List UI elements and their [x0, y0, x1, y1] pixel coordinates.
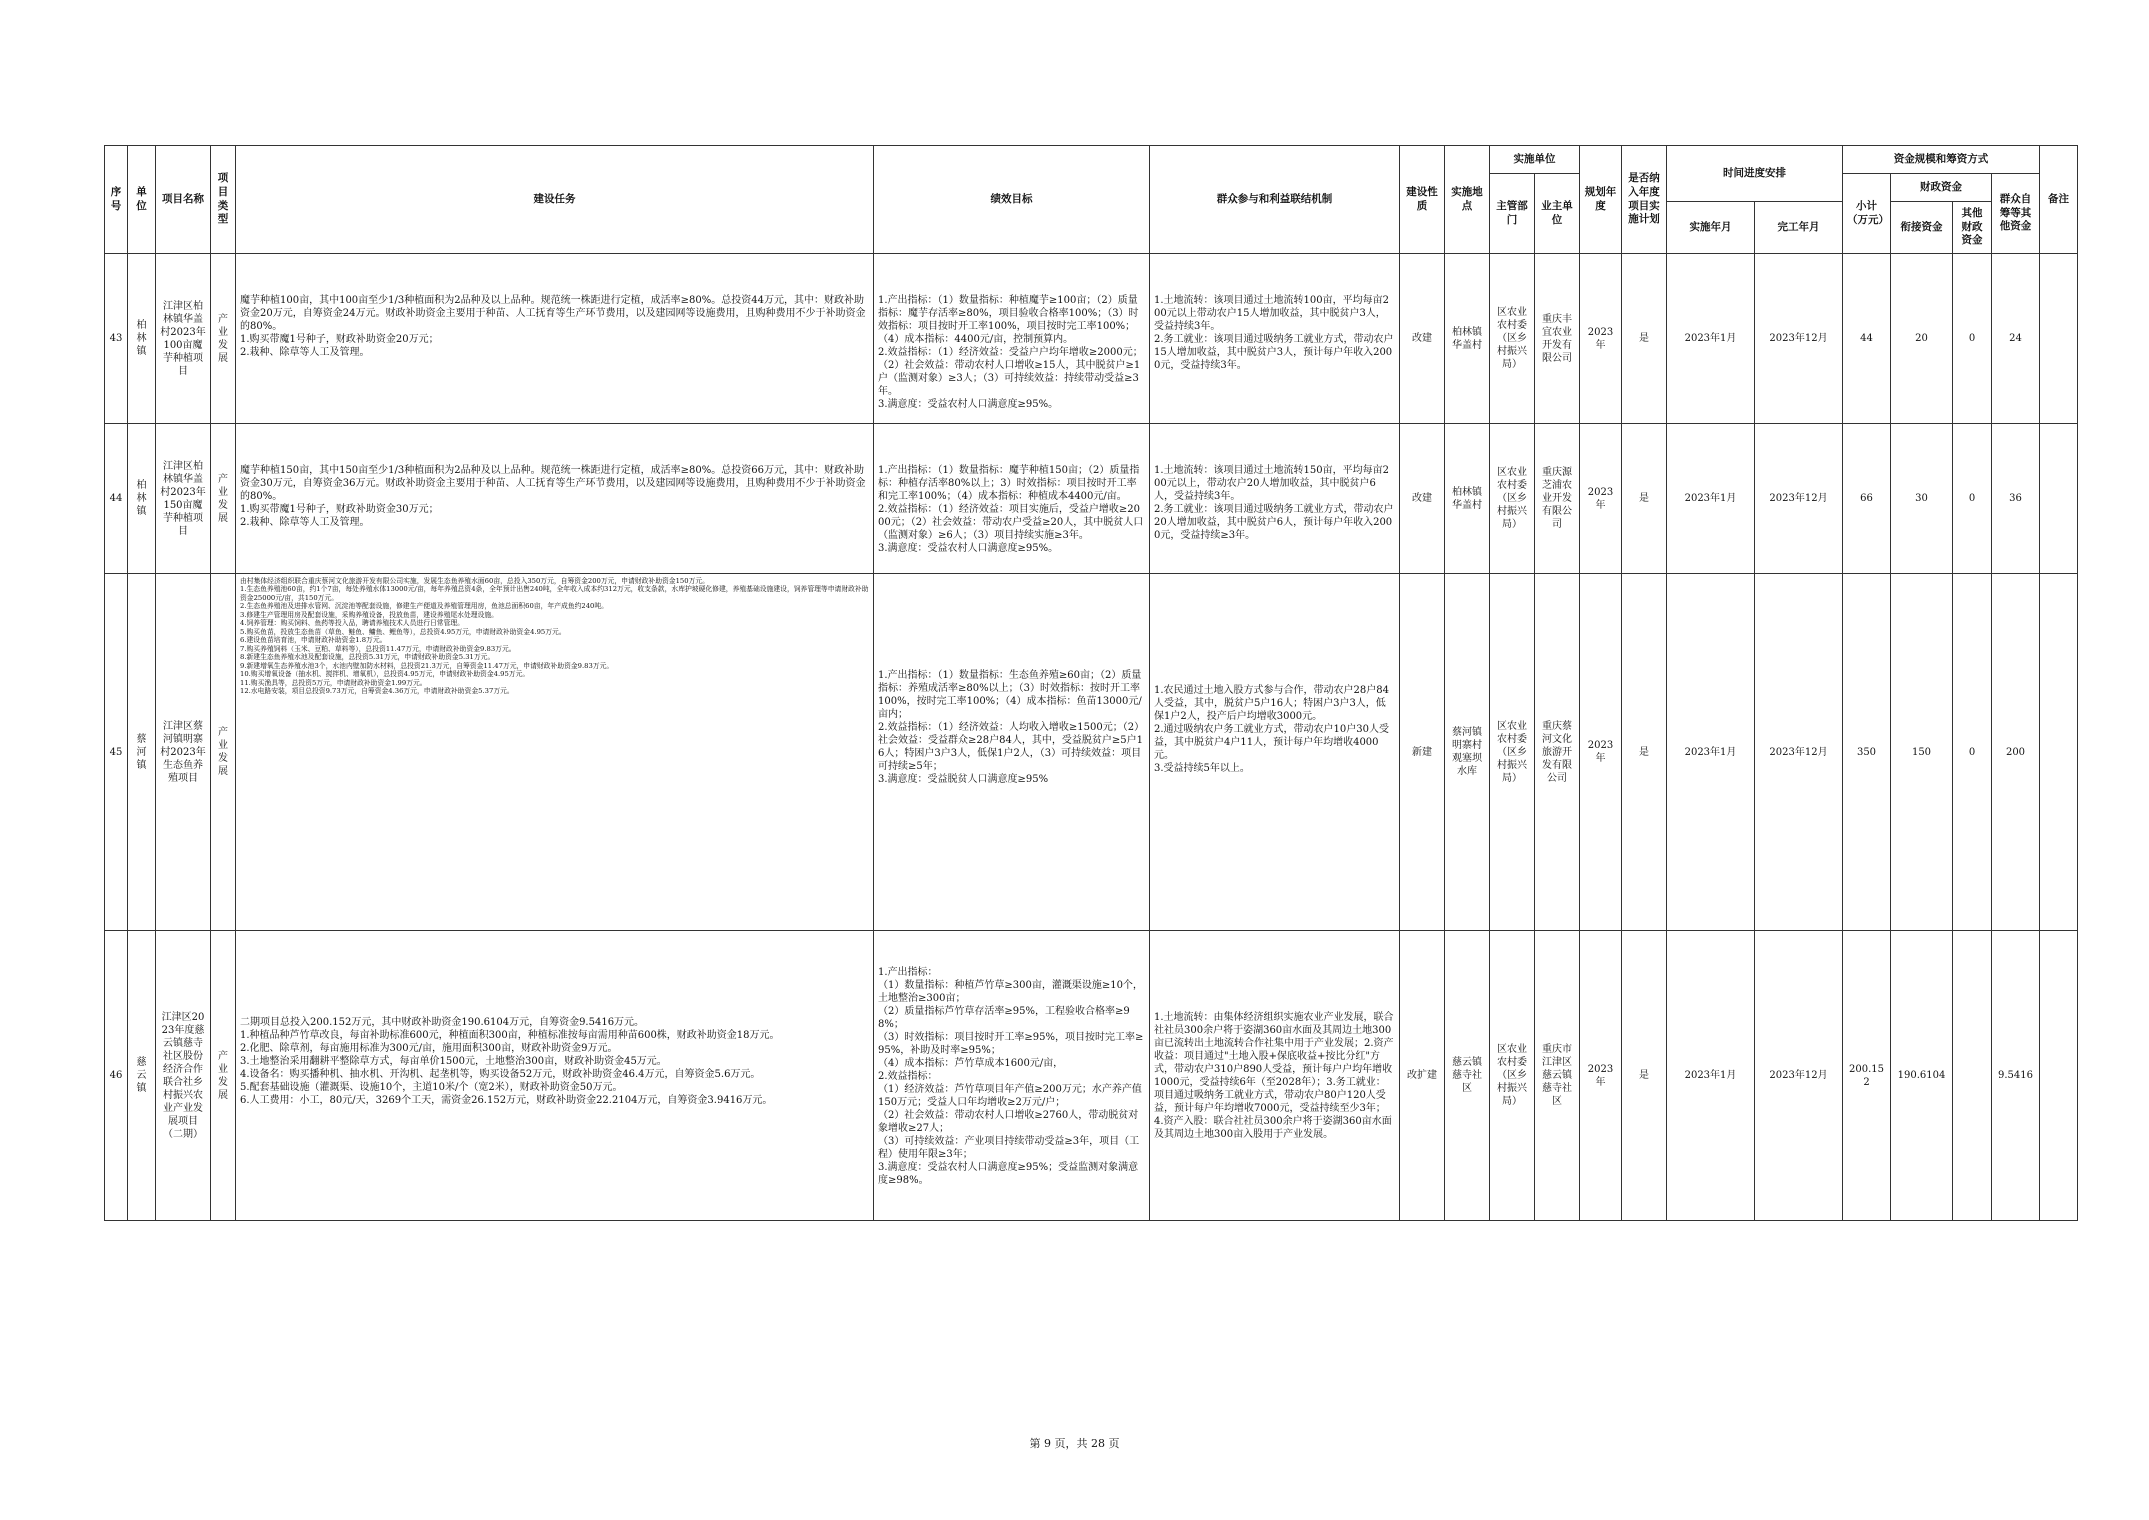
cell-location: 蔡河镇明寨村观塞坝水库 [1445, 574, 1490, 931]
cell-owner: 重庆蔡河文化旅游开发有限公司 [1535, 574, 1580, 931]
cell-linked: 20 [1891, 254, 1953, 424]
cell-included: 是 [1622, 931, 1667, 1221]
header-subtotal: 小计（万元） [1843, 174, 1891, 254]
cell-included: 是 [1622, 254, 1667, 424]
cell-unit: 柏林镇 [128, 254, 156, 424]
cell-owner: 重庆市江津区慈云镇慈寺社区 [1535, 931, 1580, 1221]
header-location: 实施地点 [1445, 146, 1490, 254]
header-task: 建设任务 [236, 146, 874, 254]
cell-self: 36 [1992, 424, 2040, 574]
cell-self: 200 [1992, 574, 2040, 931]
cell-start: 2023年1月 [1667, 254, 1755, 424]
header-end: 完工年月 [1755, 202, 1843, 254]
cell-other-fiscal: 0 [1953, 574, 1992, 931]
cell-type: 产业发展 [211, 931, 236, 1221]
cell-nature: 改扩建 [1400, 931, 1445, 1221]
cell-goal: 1.产出指标：（1）数量指标：魔芋种植150亩；（2）质量指标：种植存活率80%以上；3）时效指标：项目按时开工率和完工率100%；（4）成本指标：种植成本4400元/亩。 2.效益指标：（1）经济效益：项目实施后，受益户增收≥2000元；（2）社会效益：带动农户受益≥20人，其中脱贫人口（监测对象）≥6人；（3）项目持续实施≥3年。 3.满意度：受益农村人口满意度≥95%。 [874, 424, 1150, 574]
cell-subtotal: 200.152 [1843, 931, 1891, 1221]
header-schedule: 时间进度安排 [1667, 146, 1843, 202]
header-self: 群众自筹等其他资金 [1992, 174, 2040, 254]
header-other-fiscal: 其他财政资金 [1953, 202, 1992, 254]
cell-seq: 46 [105, 931, 128, 1221]
header-nature: 建设性质 [1400, 146, 1445, 254]
cell-location: 柏林镇华盖村 [1445, 254, 1490, 424]
cell-self: 24 [1992, 254, 2040, 424]
header-funds: 资金规模和筹资方式 [1843, 146, 2040, 174]
cell-type: 产业发展 [211, 254, 236, 424]
cell-end: 2023年12月 [1755, 254, 1843, 424]
cell-dept: 区农业农村委（区乡村振兴局） [1490, 931, 1535, 1221]
cell-owner: 重庆源芝浦农业开发有限公司 [1535, 424, 1580, 574]
cell-linked: 190.6104 [1891, 931, 1953, 1221]
cell-year: 2023年 [1580, 931, 1622, 1221]
cell-goal: 1.产出指标：（1）数量指标：生态鱼养殖≥60亩；（2）质量指标：养殖成活率≥80%以上；（3）时效指标：按时开工率100%，按时完工率100%；（4）成本指标：鱼苗13000元/亩内； 2.效益指标：（1）经济效益：人均收入增收≥1500元；（2）社会效益：受益群众≥28户84人，其中，受益脱贫户≥5户16人；特困户3户3人，低保1户2人，（3）可持续效益：项目可持续≥5年； 3.满意度：受益脱贫人口满意度≥95% [874, 574, 1150, 931]
cell-linked: 30 [1891, 424, 1953, 574]
cell-year: 2023年 [1580, 574, 1622, 931]
cell-mechanism: 1.土地流转：由集体经济组织实施农业产业发展，联合社社员300余户将于姿湖360亩水面及其周边土地300亩已流转出土地流转合作社集中用于产业发展；2.资产收益：项目通过"土地入股+保底收益+按比分红"方式，带动农户310户890人受益，预计每户户均年增收1000元，受益持续6年（至2028年）；3.务工就业：项目通过吸纳务工就业方式，带动农户80户120人受益，预计每户年均增收7000元，受益持续至少3年；4.资产入股：联合社社员300余户将于姿湖360亩水面及其周边土地300亩入股用于产业发展。 [1150, 931, 1400, 1221]
cell-seq: 43 [105, 254, 128, 424]
cell-task: 魔芋种植100亩，其中100亩至少1/3种植面积为2品种及以上品种。规范统一株距进行定植，成活率≥80%。总投资44万元，其中：财政补助资金20万元，自筹资金24万元。财政补助资金主要用于种苗、人工抚育等生产环节费用，以及建园网等设施费用，且购种费用不少于补助资金的80%。 1.购买带魔1号种子，财政补助资金20万元； 2.栽种、除草等人工及管理。 [236, 254, 874, 424]
cell-start: 2023年1月 [1667, 424, 1755, 574]
header-goal: 绩效目标 [874, 146, 1150, 254]
cell-self: 9.5416 [1992, 931, 2040, 1221]
cell-seq: 44 [105, 424, 128, 574]
header-owner: 业主单位 [1535, 174, 1580, 254]
cell-remark [2040, 931, 2078, 1221]
cell-seq: 45 [105, 574, 128, 931]
cell-location: 慈云镇慈寺社区 [1445, 931, 1490, 1221]
table-row [105, 574, 2078, 931]
header-mechanism: 群众参与和利益联结机制 [1150, 146, 1400, 254]
cell-task: 魔芋种植150亩，其中150亩至少1/3种植面积为2品种及以上品种。规范统一株距进行定植，成活率≥80%。总投资66万元，其中：财政补助资金30万元，自筹资金36万元。财政补助资金主要用于种苗、人工抚育等生产环节费用，以及建园网等设施费用，且购种费用不少于补助资金的80%。 1.购买带魔1号种子，财政补助资金30万元； 2.栽种、除草等人工及管理。 [236, 424, 874, 574]
cell-dept: 区农业农村委（区乡村振兴局） [1490, 254, 1535, 424]
cell-task: 二期项目总投入200.152万元，其中财政补助资金190.6104万元，自筹资金9.5416万元。 1.种植品种芦竹草改良，每亩补助标准600元，种植面积300亩，种植标准按每亩需用种苗600株，财政补助资金18万元。 2.化肥、除草剂，每亩施用标准为300元/亩，施用面积300亩，财政补助资金9万元。 3.土地整治采用翻耕平整除草方式，每亩单价1500元，土地整治300亩，财政补助资金45万元。 4.设备名：购买播种机、抽水机、开沟机、起垄机等，购买设备52万元，财政补助资金46.4万元，自筹资金5.6万元。 5.配套基础设施（灌溉渠、设施10个，主道10米/个（宽2米），财政补助资金50万元。 6.人工费用：小工，80元/天，3269个工天，需资金26.152万元，财政补助资金22.2104万元，自筹资金3.9416万元。 [236, 931, 874, 1221]
header-fiscal: 财政资金 [1891, 174, 1992, 202]
project-table [104, 145, 2078, 1221]
cell-subtotal: 66 [1843, 424, 1891, 574]
cell-owner: 重庆丰宜农业开发有限公司 [1535, 254, 1580, 424]
header-start: 实施年月 [1667, 202, 1755, 254]
cell-mechanism: 1.农民通过土地入股方式参与合作，带动农户28户84人受益，其中，脱贫户5户16人；特困户3户3人，低保1户2人，投产后户均增收3000元。 2.通过吸纳农户务工就业方式，带动农户10户30人受益，其中脱贫户4户11人，预计每户年均增收4000元。 3.受益持续5年以上。 [1150, 574, 1400, 931]
cell-location: 柏林镇华盖村 [1445, 424, 1490, 574]
cell-year: 2023年 [1580, 424, 1622, 574]
cell-other-fiscal: 0 [1953, 424, 1992, 574]
cell-goal: 1.产出指标：（1）数量指标：种植魔芋≥100亩；（2）质量指标：魔芋存活率≥80%，项目验收合格率100%；（3）时效指标：项目按时开工率100%，项目按时完工率100%；（4）成本指标：4400元/亩，控制预算内。 2.效益指标：（1）经济效益：受益户户均年增收≥2000元；（2）社会效益：带动农村人口增收≥15人，其中脱贫户≥1户（监测对象）≥3人；（3）可持续效益：持续带动受益≥3年。 3.满意度：受益农村人口满意度≥95%。 [874, 254, 1150, 424]
cell-end: 2023年12月 [1755, 931, 1843, 1221]
header-linked: 衔接资金 [1891, 202, 1953, 254]
cell-end: 2023年12月 [1755, 424, 1843, 574]
cell-subtotal: 350 [1843, 574, 1891, 931]
cell-type: 产业发展 [211, 574, 236, 931]
cell-start: 2023年1月 [1667, 574, 1755, 931]
cell-linked: 150 [1891, 574, 1953, 931]
header-dept: 主管部门 [1490, 174, 1535, 254]
cell-nature: 改建 [1400, 424, 1445, 574]
page-number: 第 9 页，共 28 页 [1029, 1437, 1120, 1450]
cell-task: 由村集体经济组织联合重庆蔡河文化旅游开发有限公司实施，发展生态鱼养殖水面60亩，总投入350万元，自筹资金200万元，申请财政补助资金150万元。 1.生态鱼养殖池60亩，约1个7亩，每处养殖水体13000元/亩，每年养殖总资4条，全年预计出售240吨，全年收入成本约312万元，收支条款，水库护坡硬化修建，养殖基础设施建设，饲养管理等申请财政补助资金25000元/亩，共150万元。 2.生态鱼养殖池及进排水管网、沉淀池等配套设施，修建生产便道及养殖管理用房，鱼池总面积60亩，年产成鱼约240吨。 3.修建生产管理用房及配套设施，采购养殖设备，投放鱼苗，建设养殖尾水处理设施。 4.饲养管理：购买饲料、鱼药等投入品，聘请养殖技术人员进行日常管理。 5.购买鱼苗，投放生态鱼苗（草鱼、鲢鱼、鳙鱼、鲤鱼等），总投资4.95万元，申请财政补助资金4.95万元。 6.建设鱼苗培育池，申请财政补助资金1.8万元。 7.购买养殖饲料（玉米、豆粕、草料等），总投资11.47万元，申请财政补助资金9.83万元。 8.新建生态鱼养殖水池及配套设施，总投资5.31万元，申请财政补助资金5.31万元。 9.新建增氧生态养殖水池3个，水池内壁加防水材料，总投资21.3万元，自筹资金11.47万元，申请财政补助资金9.83万元。 10.购买增氧设备（抽水机、搅拌机、增氧机），总投资4.95万元，申请财政补助资金4.95万元。 11.购买渔具等，总投资5万元，申请财政补助资金1.99万元。 12.水电路安装，项目总投资9.73万元，自筹资金4.36万元，申请财政补助资金5.37万元。 [236, 574, 874, 931]
header-year: 规划年度 [1580, 146, 1622, 254]
header-included: 是否纳入年度项目实施计划 [1622, 146, 1667, 254]
cell-unit: 慈云镇 [128, 931, 156, 1221]
header-seq: 序号 [105, 146, 128, 254]
cell-name: 江津区柏林镇华盖村2023年100亩魔芋种植项目 [156, 254, 211, 424]
cell-dept: 区农业农村委（区乡村振兴局） [1490, 574, 1535, 931]
cell-name: 江津区2023年度慈云镇慈寺社区股份经济合作联合社乡村振兴农业产业发展项目（二期） [156, 931, 211, 1221]
cell-nature: 新建 [1400, 574, 1445, 931]
header-remark: 备注 [2040, 146, 2078, 254]
header-type: 项目类型 [211, 146, 236, 254]
cell-name: 江津区柏林镇华盖村2023年150亩魔芋种植项目 [156, 424, 211, 574]
table-row [105, 254, 2078, 424]
cell-included: 是 [1622, 574, 1667, 931]
cell-unit: 蔡河镇 [128, 574, 156, 931]
cell-remark [2040, 574, 2078, 931]
cell-subtotal: 44 [1843, 254, 1891, 424]
cell-nature: 改建 [1400, 254, 1445, 424]
cell-name: 江津区蔡河镇明寨村2023年生态鱼养殖项目 [156, 574, 211, 931]
cell-other-fiscal: 0 [1953, 254, 1992, 424]
cell-unit: 柏林镇 [128, 424, 156, 574]
header-impl-unit: 实施单位 [1490, 146, 1580, 174]
table-row [105, 931, 2078, 1221]
cell-other-fiscal [1953, 931, 1992, 1221]
cell-type: 产业发展 [211, 424, 236, 574]
cell-mechanism: 1.土地流转：该项目通过土地流转150亩，平均每亩200元以上，带动农户20人增加收益，其中脱贫户6人，受益持续3年。 2.务工就业：该项目通过吸纳务工就业方式，带动农户20人增加收益，其中脱贫户6人，预计每户年收入2000元，受益持续≥3年。 [1150, 424, 1400, 574]
cell-remark [2040, 424, 2078, 574]
header-name: 项目名称 [156, 146, 211, 254]
cell-mechanism: 1.土地流转：该项目通过土地流转100亩，平均每亩200元以上带动农户15人增加收益，其中脱贫户3人，受益持续3年。 2.务工就业：该项目通过吸纳务工就业方式，带动农户15人增加收益，其中脱贫户3人，预计每户年收入2000元，受益持续3年。 [1150, 254, 1400, 424]
header-unit: 单位 [128, 146, 156, 254]
cell-included: 是 [1622, 424, 1667, 574]
cell-year: 2023年 [1580, 254, 1622, 424]
cell-start: 2023年1月 [1667, 931, 1755, 1221]
cell-end: 2023年12月 [1755, 574, 1843, 931]
cell-remark [2040, 254, 2078, 424]
cell-goal: 1.产出指标： （1）数量指标：种植芦竹草≥300亩，灌溉渠设施≥10个，土地整治≥300亩； （2）质量指标芦竹草存活率≥95%，工程验收合格率≥98%； （3）时效指标：项目按时开工率≥95%，项目按时完工率≥95%，补助及时率≥95%； （4）成本指标：芦竹草成本1600元/亩， 2.效益指标： （1）经济效益：芦竹草项目年产值≥200万元；水产养产值150万元；受益人口年均增收≥2万元/户； （2）社会效益：带动农村人口增收≥2760人，带动脱贫对象增收≥27人； （3）可持续效益：产业项目持续带动受益≥3年，项目（工程）使用年限≥3年； 3.满意度：受益农村人口满意度≥95%；受益监测对象满意度≥98%。 [874, 931, 1150, 1221]
table-row [105, 424, 2078, 574]
cell-dept: 区农业农村委（区乡村振兴局） [1490, 424, 1535, 574]
